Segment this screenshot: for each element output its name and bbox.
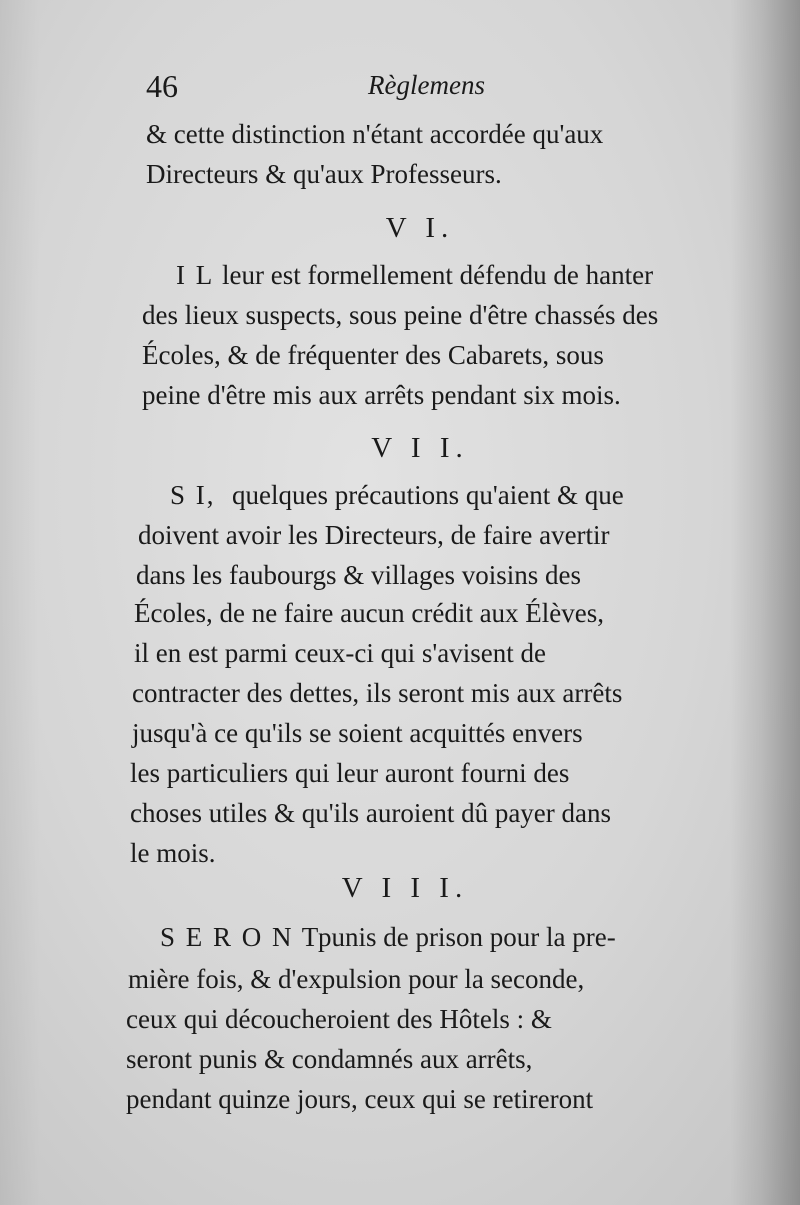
- article-viii-line-5: pendant quinze jours, ceux qui se retireront: [126, 1084, 594, 1114]
- continuation-line-1: & cette distinction n'étant accordée qu'aux: [146, 119, 604, 149]
- article-vii-line-3: dans les faubourgs & villages voisins des: [136, 560, 581, 590]
- continuation-line-2: Directeurs & qu'aux Professeurs.: [146, 159, 502, 189]
- article-vi-line-2: des lieux suspects, sous peine d'être chassés des: [142, 300, 659, 330]
- article-vii-line-1: quelques précautions qu'aient & que: [232, 480, 624, 510]
- page-number: 46: [146, 68, 178, 104]
- article-viii-initial: S E R O N T: [160, 922, 321, 952]
- article-vii-line-6: contracter des dettes, ils seront mis aux arrêts: [132, 678, 623, 708]
- article-vii-lead: [170, 482, 216, 509]
- article-viii-lead: [160, 924, 320, 951]
- article-vii-line-9: choses utiles & qu'ils auroient dû payer dans: [130, 798, 612, 828]
- article-vi-lead: [176, 262, 214, 289]
- article-vii-line-8: les particuliers qui leur auront fourni des: [130, 758, 570, 788]
- article-viii-line-1: punis de prison pour la pre-: [318, 922, 616, 952]
- article-vii-line-7: jusqu'à ce qu'ils se soient acquittés envers: [132, 718, 583, 748]
- article-vii-line-10: le mois.: [130, 838, 216, 868]
- article-vii-line-5: il en est parmi ceux-ci qui s'avisent de: [134, 638, 546, 668]
- article-viii-line-2: mière fois, & d'expulsion pour la seconde,: [128, 964, 585, 994]
- article-vii-line-2: doivent avoir les Directeurs, de faire avertir: [138, 520, 610, 550]
- article-viii-line-4: seront punis & condamnés aux arrêts,: [126, 1044, 533, 1074]
- article-viii-line-3: ceux qui découcheroient des Hôtels : &: [126, 1004, 552, 1034]
- article-heading-viii: V I I I.: [341, 872, 469, 904]
- article-vi-line-3: Écoles, & de fréquenter des Cabarets, sous: [142, 340, 604, 370]
- article-heading-vii: V I I.: [371, 432, 469, 464]
- running-head: Règlemens: [368, 70, 485, 100]
- article-vi-initial: I L: [176, 260, 215, 290]
- article-vii-initial: S I,: [170, 480, 216, 510]
- article-vii-line-4: Écoles, de ne faire aucun crédit aux Élèves,: [134, 598, 605, 628]
- article-vi-line-4: peine d'être mis aux arrêts pendant six mois.: [142, 380, 621, 410]
- article-heading-vi: V I.: [385, 212, 455, 244]
- article-vi-line-1: leur est formellement défendu de hanter: [222, 260, 654, 290]
